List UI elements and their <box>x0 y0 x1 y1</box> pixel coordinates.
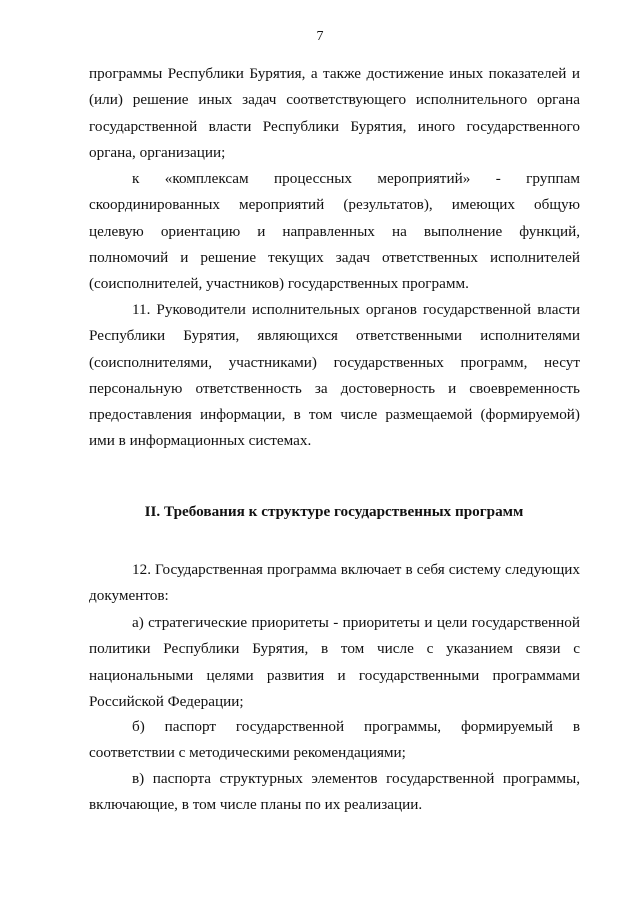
list-item-v <box>89 766 580 819</box>
text-line: а) стратегические приоритеты - приоритеты и цели государственной <box>132 614 580 631</box>
text-line: (соисполнителей, участников) государственных программ. <box>89 275 469 293</box>
text-line: Республики Бурятия, являющихся ответственными исполнителями <box>89 327 580 345</box>
list-item-b <box>89 714 580 767</box>
text-line: включающие, в том числе планы по их реализации. <box>89 796 423 814</box>
text-line: в) паспорта структурных элементов государственной программы, <box>132 770 580 787</box>
text-line: полномочий и решение текущих задач ответственных исполнителей <box>89 248 580 266</box>
paragraph-process-complexes <box>89 166 580 297</box>
paragraph-continuation <box>89 61 580 166</box>
text-line: документов: <box>89 587 169 605</box>
text-line: б) паспорт государственной программы, формируемый в <box>132 718 580 735</box>
page-number: 7 <box>316 29 324 44</box>
text-line: программы Республики Бурятия, а также достижение иных показателей и <box>89 65 580 82</box>
text-line: политики Республики Бурятия, в том числе с указанием связи с <box>89 640 580 658</box>
text-line: к «комплексам процессных мероприятий» - группам <box>132 170 580 187</box>
paragraph-item-12 <box>89 557 580 610</box>
text-line: соответствии с методическими рекомендациями; <box>89 744 406 762</box>
text-line: 11. Руководители исполнительных органов государственной власти <box>132 301 580 318</box>
section-heading: II. Требования к структуре государственных программ <box>144 503 524 520</box>
text-line: Российской Федерации; <box>89 692 244 710</box>
text-line: (или) решение иных задач соответствующего исполнительного органа <box>89 91 580 109</box>
text-line: (соисполнителями, участниками) государственных программ, несут <box>89 353 580 371</box>
text-line: персональную ответственность за достоверность и своевременность <box>89 379 580 397</box>
text-line: целевую ориентацию и направленных на выполнение функций, <box>89 222 580 240</box>
text-line: скоординированных мероприятий (результатов), имеющих общую <box>89 196 580 214</box>
list-item-a <box>89 610 580 715</box>
text-line: органа, организации; <box>89 143 226 161</box>
text-line: национальными целями развития и государственными программами <box>89 666 580 684</box>
text-line: предоставления информации, в том числе размещаемой (формируемой) <box>89 406 580 424</box>
text-line: государственной власти Республики Бурятия, иного государственного <box>89 117 580 135</box>
text-line: 12. Государственная программа включает в себя систему следующих <box>132 561 580 578</box>
paragraph-item-11 <box>89 297 580 455</box>
text-line: ими в информационных системах. <box>89 432 312 450</box>
